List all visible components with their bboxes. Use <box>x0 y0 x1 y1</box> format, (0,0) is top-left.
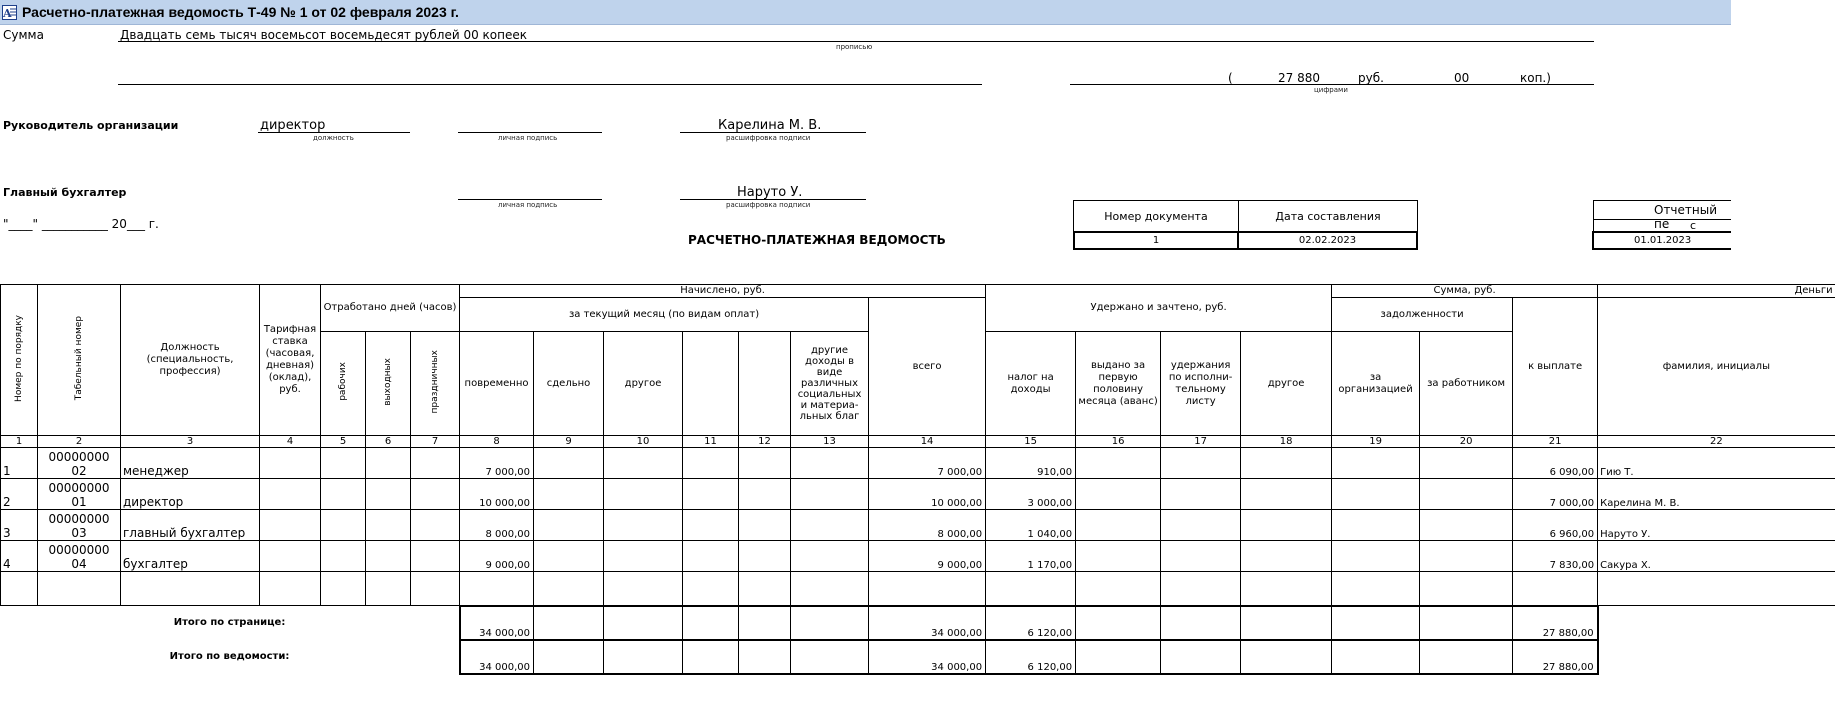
head-position: директор <box>260 118 326 133</box>
column-index: 6 <box>366 436 411 448</box>
sum-words-line-2 <box>118 84 982 85</box>
page-total-tax: 6 120,00 <box>986 606 1076 640</box>
row-debt-org <box>1332 448 1420 479</box>
row-tax: 910,00 <box>986 448 1076 479</box>
row-total: 10 000,00 <box>869 479 986 510</box>
page-total-label: Итого по странице: <box>1 606 460 640</box>
col-header-18: другое <box>1241 332 1332 436</box>
tab-number <box>38 541 121 572</box>
row-holiday-days <box>411 479 460 510</box>
row-tax: 1 170,00 <box>986 541 1076 572</box>
row-employee-name: Сакура Х. <box>1598 541 1835 572</box>
column-index: 9 <box>534 436 604 448</box>
row-number: 2 <box>1 479 38 510</box>
row-writ <box>1161 479 1241 510</box>
row-col12 <box>739 448 791 479</box>
column-index: 15 <box>986 436 1076 448</box>
table-row <box>1 479 1835 510</box>
window-title: Расчетно-платежная ведомость Т-49 № 1 от 02 февраля 2023 г. <box>22 4 459 20</box>
sheet-total-label: Итого по ведомости: <box>169 651 290 662</box>
accountant-signature-line <box>458 199 602 200</box>
head-signature-caption: личная подпись <box>498 134 558 142</box>
column-index-row <box>1 436 1835 448</box>
row-debt-employee <box>1420 510 1513 541</box>
head-name: Карелина М. В. <box>718 118 822 133</box>
payroll-table <box>0 284 1835 675</box>
col-header-12 <box>739 332 791 436</box>
row-other-pay <box>604 448 683 479</box>
page-total-row <box>1 606 1835 640</box>
row-position: главный бухгалтер <box>121 510 260 541</box>
column-index: 22 <box>1598 436 1835 448</box>
row-writ <box>1161 541 1241 572</box>
sheet-total-total: 34 000,00 <box>869 640 986 674</box>
row-piece-pay <box>534 448 604 479</box>
tab-number <box>38 448 121 479</box>
tab-number-line-1: 00000000 <box>48 481 110 495</box>
header-current-month: за текущий месяц (по видам оплат) <box>460 298 869 332</box>
col-header-14: всего <box>869 298 986 436</box>
row-benefits <box>791 510 869 541</box>
column-index: 17 <box>1161 436 1241 448</box>
sum-words: Двадцать семь тысяч восемьсот восемьдесят рублей 00 копеек <box>120 28 528 42</box>
amount-rub-unit: руб. <box>1358 71 1384 85</box>
data-rows <box>1 448 1835 572</box>
row-number: 3 <box>1 510 38 541</box>
row-holiday-days <box>411 541 460 572</box>
doc-date-value: 02.02.2023 <box>1298 235 1357 246</box>
row-debt-employee <box>1420 448 1513 479</box>
col-header-5: рабочих <box>321 332 366 436</box>
tab-number-line-1: 00000000 <box>48 450 110 464</box>
row-col11 <box>683 448 739 479</box>
accountant-name: Наруто У. <box>737 185 803 200</box>
doc-date-header <box>1238 200 1418 232</box>
row-benefits <box>791 541 869 572</box>
row-weekend-days <box>366 448 411 479</box>
row-rate <box>260 510 321 541</box>
head-signature-line <box>458 132 602 133</box>
row-time-pay: 7 000,00 <box>460 448 534 479</box>
row-rate <box>260 541 321 572</box>
tab-number-line-2: 03 <box>71 526 87 540</box>
row-weekend-days <box>366 479 411 510</box>
header-worked-days: Отработано дней (часов) <box>321 285 460 332</box>
doc-number-label: Номер документа <box>1104 210 1208 223</box>
amount-kop-unit: коп.) <box>1520 71 1551 85</box>
period-label: Отчетный пе <box>1654 203 1718 231</box>
row-benefits <box>791 448 869 479</box>
row-employee-name: Наруто У. <box>1598 510 1835 541</box>
tab-number-line-2: 01 <box>71 495 87 509</box>
sheet-total-pay: 27 880,00 <box>1513 640 1598 674</box>
empty-row <box>1 572 1835 606</box>
amount-rub: 27 880 <box>1278 71 1320 85</box>
row-time-pay: 9 000,00 <box>460 541 534 572</box>
doc-number-cell <box>1073 231 1239 250</box>
row-other-pay <box>604 541 683 572</box>
row-col11 <box>683 510 739 541</box>
row-employee-name: Гию Т. <box>1598 448 1835 479</box>
period-from-value: 01.01.2023 <box>1634 235 1692 246</box>
row-debt-org <box>1332 510 1420 541</box>
row-holiday-days <box>411 448 460 479</box>
table-row <box>1 510 1835 541</box>
row-other-withheld <box>1241 541 1332 572</box>
row-debt-org <box>1332 479 1420 510</box>
page-total-total: 34 000,00 <box>869 606 986 640</box>
row-rate <box>260 448 321 479</box>
row-debt-employee <box>1420 541 1513 572</box>
accountant-name-line <box>680 199 866 200</box>
column-index: 1 <box>1 436 38 448</box>
period-from-label: с <box>1690 219 1697 232</box>
amount-caption: цифрами <box>1314 86 1348 94</box>
row-col11 <box>683 541 739 572</box>
accountant-decoding-caption: расшифровка подписи <box>726 201 811 209</box>
position-caption: должность <box>313 134 354 142</box>
row-work-days <box>321 541 366 572</box>
row-total: 9 000,00 <box>869 541 986 572</box>
page-total-time: 34 000,00 <box>460 606 534 640</box>
tab-number <box>38 510 121 541</box>
row-advance <box>1076 448 1161 479</box>
row-writ <box>1161 510 1241 541</box>
row-other-pay <box>604 510 683 541</box>
amount-line <box>1070 84 1594 85</box>
head-decoding-caption: расшифровка подписи <box>726 134 811 142</box>
row-weekend-days <box>366 510 411 541</box>
col-header-16: выдано за первую половину месяца (аванс) <box>1076 332 1161 436</box>
period-header <box>1593 200 1731 231</box>
column-index: 3 <box>121 436 260 448</box>
sum-words-line <box>118 41 1594 42</box>
head-name-line <box>680 132 866 133</box>
row-piece-pay <box>534 479 604 510</box>
row-col12 <box>739 510 791 541</box>
payroll-table-wrap <box>0 284 1835 675</box>
row-writ <box>1161 448 1241 479</box>
row-pay: 7 000,00 <box>1513 479 1598 510</box>
col-header-15: налог на доходы <box>986 332 1076 436</box>
row-number: 4 <box>1 541 38 572</box>
tab-number-line-2: 04 <box>71 557 87 571</box>
document-icon <box>2 5 17 20</box>
head-position-line <box>258 132 410 133</box>
col-header-10: другое <box>604 332 683 436</box>
col-header-8: повременно <box>460 332 534 436</box>
row-other-withheld <box>1241 448 1332 479</box>
column-index: 8 <box>460 436 534 448</box>
column-index: 14 <box>869 436 986 448</box>
column-index: 20 <box>1420 436 1513 448</box>
row-pay: 7 830,00 <box>1513 541 1598 572</box>
row-advance <box>1076 541 1161 572</box>
col-header-7: праздничных <box>411 332 460 436</box>
row-position: директор <box>121 479 260 510</box>
header-sum: Сумма, руб. <box>1332 285 1598 298</box>
col-header-17: удержания по исполни- тельному листу <box>1161 332 1241 436</box>
column-index: 7 <box>411 436 460 448</box>
amount-kop: 00 <box>1454 71 1470 85</box>
column-index: 18 <box>1241 436 1332 448</box>
row-advance <box>1076 479 1161 510</box>
row-col12 <box>739 541 791 572</box>
header-debt: задолженности <box>1332 298 1513 332</box>
row-pay: 6 960,00 <box>1513 510 1598 541</box>
column-index: 16 <box>1076 436 1161 448</box>
col-header-6: выходных <box>366 332 411 436</box>
row-col12 <box>739 479 791 510</box>
row-piece-pay <box>534 510 604 541</box>
col-header-22: фамилия, инициалы <box>1598 298 1835 436</box>
sum-words-caption: прописью <box>836 43 873 51</box>
tab-number-line-1: 00000000 <box>48 512 110 526</box>
row-piece-pay <box>534 541 604 572</box>
window-titlebar <box>0 0 1731 25</box>
column-index: 13 <box>791 436 869 448</box>
table-row <box>1 541 1835 572</box>
row-weekend-days <box>366 541 411 572</box>
col-header-20: за работником <box>1420 332 1513 436</box>
header-money: Деньги <box>1598 285 1835 298</box>
row-position: менеджер <box>121 448 260 479</box>
column-index: 10 <box>604 436 683 448</box>
row-holiday-days <box>411 510 460 541</box>
column-index: 2 <box>38 436 121 448</box>
table-row <box>1 448 1835 479</box>
col-header-3: Должность (специальность, профессия) <box>121 285 260 436</box>
row-position: бухгалтер <box>121 541 260 572</box>
col-header-4: Тарифная ставка (часовая, дневная) (оклад), руб. <box>260 285 321 436</box>
column-index: 11 <box>683 436 739 448</box>
row-other-withheld <box>1241 479 1332 510</box>
tab-number-line-2: 02 <box>71 464 87 478</box>
doc-date-cell <box>1237 231 1418 250</box>
accountant-signature-caption: личная подпись <box>498 201 558 209</box>
sheet-total-tax: 6 120,00 <box>986 640 1076 674</box>
row-tax: 3 000,00 <box>986 479 1076 510</box>
col-header-19: за организацией <box>1332 332 1420 436</box>
column-index: 19 <box>1332 436 1420 448</box>
col-header-11 <box>683 332 739 436</box>
row-pay: 6 090,00 <box>1513 448 1598 479</box>
amount-open: ( <box>1228 71 1233 85</box>
sheet-total-time: 34 000,00 <box>460 640 534 674</box>
row-number: 1 <box>1 448 38 479</box>
row-other-withheld <box>1241 510 1332 541</box>
row-debt-employee <box>1420 479 1513 510</box>
header-accrued: Начислено, руб. <box>460 285 986 298</box>
accountant-label: Главный бухгалтер <box>3 186 127 199</box>
row-rate <box>260 479 321 510</box>
col-header-2: Табельный номер <box>38 285 121 436</box>
doc-date-label: Дата составления <box>1275 210 1381 223</box>
row-debt-org <box>1332 541 1420 572</box>
col-header-21: к выплате <box>1513 298 1598 436</box>
row-col11 <box>683 479 739 510</box>
column-index: 4 <box>260 436 321 448</box>
document-title: РАСЧЕТНО-ПЛАТЕЖНАЯ ВЕДОМОСТЬ <box>688 233 946 247</box>
column-index: 21 <box>1513 436 1598 448</box>
doc-number-value: 1 <box>1152 235 1160 246</box>
row-time-pay: 8 000,00 <box>460 510 534 541</box>
tab-number <box>38 479 121 510</box>
row-total: 8 000,00 <box>869 510 986 541</box>
period-from-cell <box>1592 231 1731 250</box>
head-label: Руководитель организации <box>3 119 179 132</box>
page-total-pay: 27 880,00 <box>1513 606 1598 640</box>
sheet-total-row <box>1 640 1835 674</box>
tab-number-line-1: 00000000 <box>48 543 110 557</box>
col-header-9: сдельно <box>534 332 604 436</box>
header-withheld: Удержано и зачтено, руб. <box>986 285 1332 332</box>
doc-number-header <box>1073 200 1239 232</box>
row-other-pay <box>604 479 683 510</box>
sum-label: Сумма <box>3 28 44 42</box>
col-header-1: Номер по порядку <box>1 285 38 436</box>
date-line: "____" ___________ 20___ г. <box>3 217 159 231</box>
row-benefits <box>791 479 869 510</box>
row-work-days <box>321 479 366 510</box>
column-index: 5 <box>321 436 366 448</box>
col-header-13: другие доходы в виде различных социальных и материа- льных благ <box>791 332 869 436</box>
row-work-days <box>321 448 366 479</box>
svg-text:A: A <box>3 7 12 20</box>
row-tax: 1 040,00 <box>986 510 1076 541</box>
row-time-pay: 10 000,00 <box>460 479 534 510</box>
row-employee-name: Карелина М. В. <box>1598 479 1835 510</box>
row-work-days <box>321 510 366 541</box>
row-total: 7 000,00 <box>869 448 986 479</box>
column-index: 12 <box>739 436 791 448</box>
row-advance <box>1076 510 1161 541</box>
